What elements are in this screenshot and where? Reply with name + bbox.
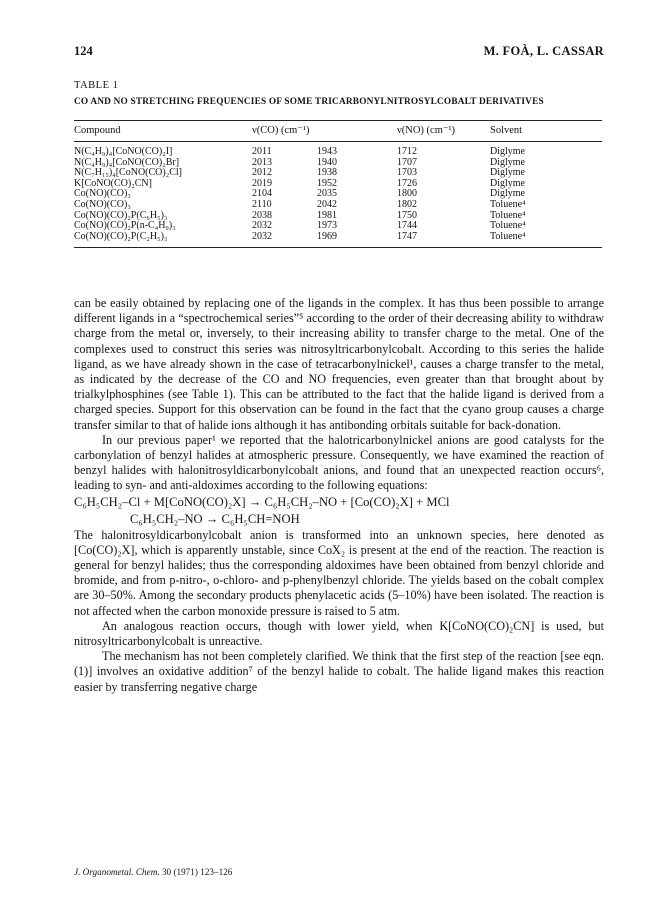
cell-no: 1726 bbox=[397, 177, 417, 189]
cell-no: 1707 bbox=[397, 156, 417, 168]
cell-compound: N(C₇H₁₅)₄[CoNO(CO)₂Cl] bbox=[74, 167, 182, 179]
col-header-no: ν(NO) (cm⁻¹) bbox=[397, 125, 456, 136]
cell-solvent: Toluene⁴ bbox=[490, 230, 526, 242]
journal-name: J. Organometal. Chem. bbox=[74, 867, 160, 877]
cell-co-2: 1940 bbox=[317, 156, 337, 168]
cell-compound: Co(NO)(CO)₂P(n-C₄H₉)₃ bbox=[74, 220, 176, 232]
col-header-compound: Compound bbox=[74, 125, 121, 136]
page-number: 124 bbox=[74, 44, 93, 58]
data-table bbox=[74, 120, 602, 248]
journal-footer bbox=[74, 867, 232, 877]
cell-compound: K[CoNO(CO)₂CN] bbox=[74, 177, 152, 189]
cell-solvent: Diglyme bbox=[490, 156, 525, 168]
cell-co-1: 2104 bbox=[252, 188, 272, 200]
cell-compound: Co(NO)(CO)₃ bbox=[74, 198, 131, 210]
cell-no: 1747 bbox=[397, 230, 417, 242]
cell-compound: Co(NO)(CO)₂P(C₆H₅)₃ bbox=[74, 209, 168, 221]
table-header-row bbox=[74, 124, 602, 138]
paragraph-2: In our previous paper¹ we reported that the halotricarbonylnickel anions are good catalysts for the carbonylation of benzyl halides at atmospheric pressure. Consequently, we have examined the reaction of benzyl halides with halonitrosyldicarbonylcobalt anions, and found that an unexpected reaction occurs⁶, leading to syn- and anti-aldoximes according to the following equations: bbox=[74, 432, 604, 493]
cell-co-1: 2110 bbox=[252, 198, 272, 210]
equation-2: C₆H₅CH₂–NO → C₆H₅CH=NOH bbox=[130, 511, 300, 526]
cell-co-1: 2019 bbox=[252, 177, 272, 189]
cell-solvent: Diglyme bbox=[490, 146, 525, 157]
cell-no: 1703 bbox=[397, 167, 417, 179]
journal-volume: 30 (1971) 123–126 bbox=[161, 867, 233, 877]
cell-compound: Co(NO)(CO)₃ bbox=[74, 188, 131, 200]
table-row bbox=[74, 232, 602, 243]
paragraph-4: An analogous reaction occurs, though with lower yield, when K[CoNO(CO)₂CN] is used, but nitrosyltricarbonylcobalt is unreactive. bbox=[74, 618, 604, 649]
cell-co-2: 2035 bbox=[317, 188, 337, 200]
cell-co-2: 1981 bbox=[317, 209, 337, 221]
table-top-rule bbox=[74, 120, 602, 121]
cell-solvent: Toluene⁴ bbox=[490, 198, 526, 210]
col-header-co: ν(CO) (cm⁻¹) bbox=[252, 125, 310, 136]
cell-no: 1712 bbox=[397, 146, 417, 157]
cell-solvent: Diglyme bbox=[490, 167, 525, 179]
cell-co-1: 2011 bbox=[252, 146, 272, 157]
col-header-solvent: Solvent bbox=[490, 125, 523, 136]
authors: M. FOÀ, L. CASSAR bbox=[483, 44, 604, 58]
cell-co-2: 1938 bbox=[317, 167, 337, 179]
cell-compound: N(C₄H₉)₄[CoNO(CO)₂I] bbox=[74, 146, 173, 157]
equation-1: C₆H₅CH₂–Cl + M[CoNO(CO)₂X] → C₆H₅CH₂–NO + [Co(CO)₂X] + MCl bbox=[74, 494, 450, 509]
table-row bbox=[74, 200, 602, 211]
cell-no: 1802 bbox=[397, 198, 417, 210]
cell-co-2: 1943 bbox=[317, 146, 337, 157]
cell-solvent: Diglyme bbox=[490, 177, 525, 189]
cell-co-2: 2042 bbox=[317, 198, 337, 210]
cell-co-1: 2038 bbox=[252, 209, 272, 221]
cell-compound: N(C₄H₉)₄[CoNO(CO)₂Br] bbox=[74, 156, 180, 168]
cell-compound: Co(NO)(CO)₂P(C₂H₅)₃ bbox=[74, 230, 168, 242]
table-caption: CO AND NO STRETCHING FREQUENCIES OF SOME TRICARBONYLNITROSYLCOBALT DERIVATIVES bbox=[74, 97, 544, 107]
cell-co-1: 2032 bbox=[252, 220, 272, 232]
cell-co-1: 2032 bbox=[252, 230, 272, 242]
cell-co-2: 1969 bbox=[317, 230, 337, 242]
table-label: TABLE 1 bbox=[74, 80, 119, 91]
cell-co-1: 2012 bbox=[252, 167, 272, 179]
cell-solvent: Toluene⁴ bbox=[490, 220, 526, 232]
table-row bbox=[74, 147, 602, 158]
paragraph-3: The halonitrosyldicarbonylcobalt anion is transformed into an unknown species, here denoted as [Co(CO)₂X], which is apparently unstable, since CoX₂ is present at the end of the reaction. The reaction is general for benzyl halides; thus the corresponding aldoximes have been obtained from benzyl chloride and bromide, and from p-nitro-, o-chloro- and p-phenylbenzyl chloride. The yields based on the cobalt complex are 30–50%. Among the secondary products phenylacetic acids (5–10%) have been isolated. The reaction is not affected when the carbon monoxide pressure is raised to 5 atm. bbox=[74, 527, 604, 618]
table-bottom-rule bbox=[74, 247, 602, 248]
cell-solvent: Diglyme bbox=[490, 188, 525, 200]
cell-solvent: Toluene⁴ bbox=[490, 209, 526, 221]
cell-no: 1750 bbox=[397, 209, 417, 221]
cell-co-2: 1952 bbox=[317, 177, 337, 189]
table-body bbox=[74, 142, 602, 247]
cell-no: 1744 bbox=[397, 220, 417, 232]
cell-co-1: 2013 bbox=[252, 156, 272, 168]
body-text bbox=[74, 296, 604, 695]
running-header bbox=[74, 44, 604, 60]
cell-co-2: 1973 bbox=[317, 220, 337, 232]
cell-no: 1800 bbox=[397, 188, 417, 200]
paragraph-5: The mechanism has not been completely clarified. We think that the first step of the reaction [see eqn. (1)] involves an oxidative addition⁷ of the benzyl halide to cobalt. The halide ligand makes this reaction easier by transferring negative charge bbox=[74, 649, 604, 694]
paragraph-1: can be easily obtained by replacing one of the ligands in the complex. It has thus been possible to arrange different ligands in a “spectrochemical series”⁵ according to the order of their decreasing ability to withdraw charge from the metal or, inversely, to their increasing ability to transfer charge to the metal. One of the complexes used to construct this series was nitrosyltricarbonylcobalt. According to this series the halide ligand, as we have already shown in the case of tetracarbonylnickel¹, causes a charge transfer to the metal, as indicated by the decrease of the CO and NO frequencies, even greater than that brought about by trialkylphosphines (see Table 1). This can be attributed to the fact that the halide ligand is derived from a charged species. Support for this observation can be found in the fact that the cyano group causes a charge transfer similar to that of halide ions although it has antibonding orbitals suitable for back-donation. bbox=[74, 296, 604, 432]
